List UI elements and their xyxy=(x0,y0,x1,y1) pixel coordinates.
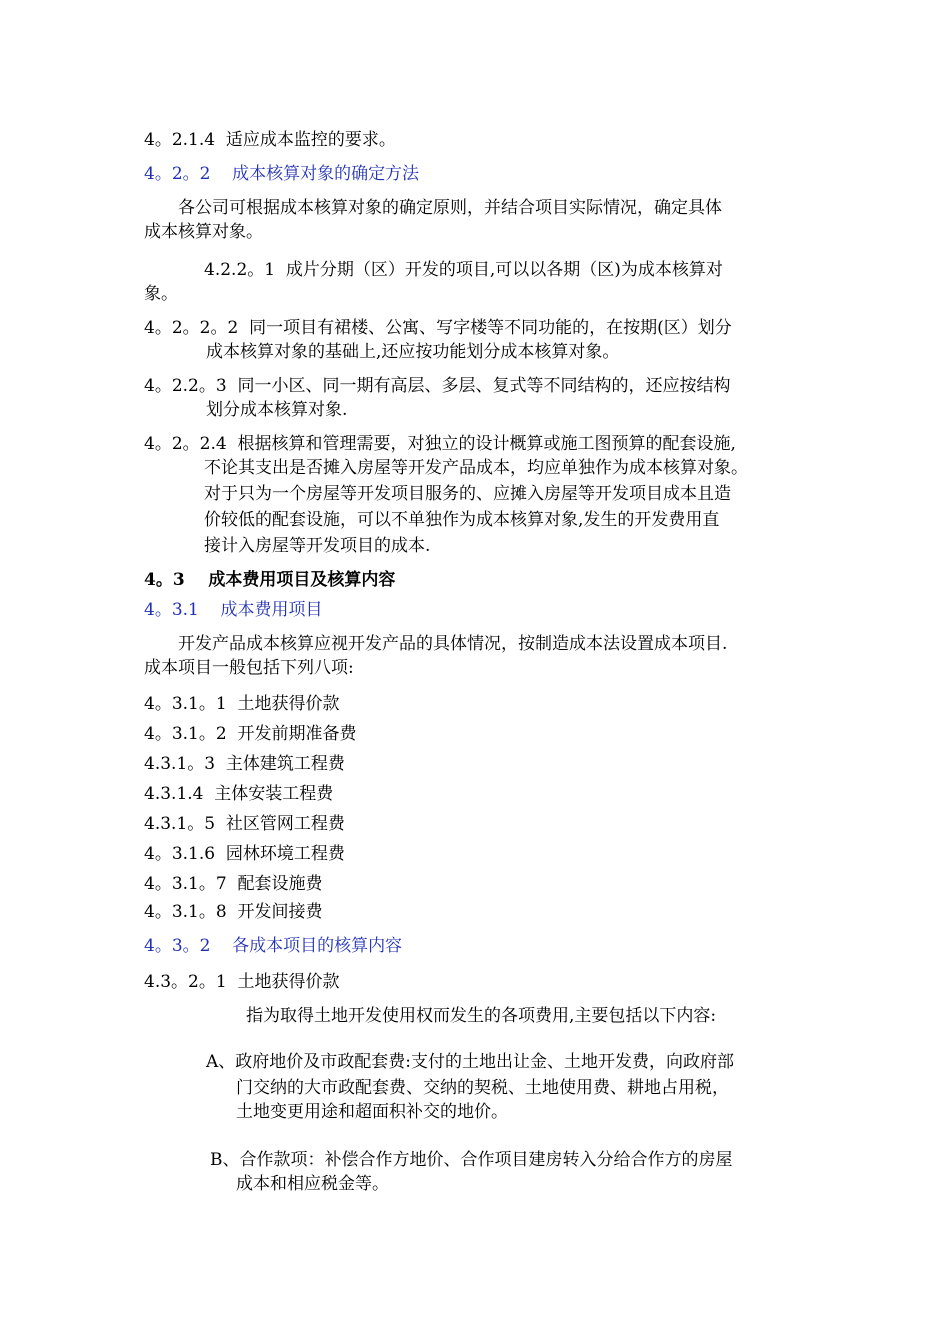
paragraph-line: 各公司可根据成本核算对象的确定原则，并结合项目实际情况，确定具体 xyxy=(178,198,722,218)
list-item: 4。3.1。7 配套设施费 xyxy=(144,874,323,894)
paragraph-line: 成本核算对象。 xyxy=(144,222,263,242)
paragraph-line: 成本和相应税金等。 xyxy=(236,1174,389,1194)
paragraph-line: 象。 xyxy=(144,284,178,304)
paragraph-line: A、政府地价及市政配套费:支付的土地出让金、土地开发费，向政府部 xyxy=(206,1052,735,1072)
paragraph-line: 不论其支出是否摊入房屋等开发产品成本，均应单独作为成本核算对象。 xyxy=(204,458,748,478)
paragraph-line: 门交纳的大市政配套费、交纳的契税、土地使用费、耕地占用税， xyxy=(236,1078,729,1098)
section-4-2-2-2: 4。2。2。2 同一项目有裙楼、公寓、写字楼等不同功能的，在按期(区）划分 xyxy=(144,318,732,338)
list-item: 4。3.1.6 园林环境工程费 xyxy=(144,844,345,864)
list-item: 4.3.1。3 主体建筑工程费 xyxy=(144,754,345,774)
list-item: 4.3.1。5 社区管网工程费 xyxy=(144,814,345,834)
list-item: 4。3.1。2 开发前期准备费 xyxy=(144,724,357,744)
paragraph-line: 接计入房屋等开发项目的成本. xyxy=(204,536,431,556)
paragraph-line: 成本核算对象的基础上,还应按功能划分成本核算对象。 xyxy=(206,342,620,362)
paragraph-line: 划分成本核算对象. xyxy=(206,400,348,420)
paragraph-line: 开发产品成本核算应视开发产品的具体情况，按制造成本法设置成本项目. xyxy=(178,634,728,654)
section-4-2-2-3: 4。2.2。3 同一小区、同一期有高层、多层、复式等不同结构的，还应按结构 xyxy=(144,376,731,396)
section-4-2-2-1: 4.2.2。1 成片分期（区）开发的项目,可以以各期（区)为成本核算对 xyxy=(204,260,723,280)
section-4-2-1-4: 4。2.1.4 适应成本监控的要求。 xyxy=(144,130,396,150)
paragraph-line: 对于只为一个房屋等开发项目服务的、应摊入房屋等开发项目成本且造 xyxy=(204,484,731,504)
paragraph-line: 价较低的配套设施，可以不单独作为成本核算对象,发生的开发费用直 xyxy=(204,510,720,530)
heading-4-3-2: 4。3。2 各成本项目的核算内容 xyxy=(144,936,403,956)
list-item: 4。3.1。1 土地获得价款 xyxy=(144,694,340,714)
paragraph-line: 土地变更用途和超面积补交的地价。 xyxy=(236,1102,508,1122)
heading-4-2-2: 4。2。2 成本核算对象的确定方法 xyxy=(144,164,420,184)
heading-4-3-1: 4。3.1 成本费用项目 xyxy=(144,600,323,620)
paragraph-line: B、合作款项：补偿合作方地价、合作项目建房转入分给合作方的房屋 xyxy=(210,1150,733,1170)
list-item: 4。3.1。8 开发间接费 xyxy=(144,902,323,922)
heading-4-3: 4。3 成本费用项目及核算内容 xyxy=(144,570,396,590)
section-4-2-2-4: 4。2。2.4 根据核算和管理需要，对独立的设计概算或施工图预算的配套设施, xyxy=(144,434,736,454)
paragraph-line: 指为取得土地开发使用权而发生的各项费用,主要包括以下内容: xyxy=(246,1006,717,1026)
list-item: 4.3.1.4 主体安装工程费 xyxy=(144,784,334,804)
section-4-3-2-1: 4.3。2。1 土地获得价款 xyxy=(144,972,340,992)
paragraph-line: 成本项目一般包括下列八项: xyxy=(144,658,354,678)
